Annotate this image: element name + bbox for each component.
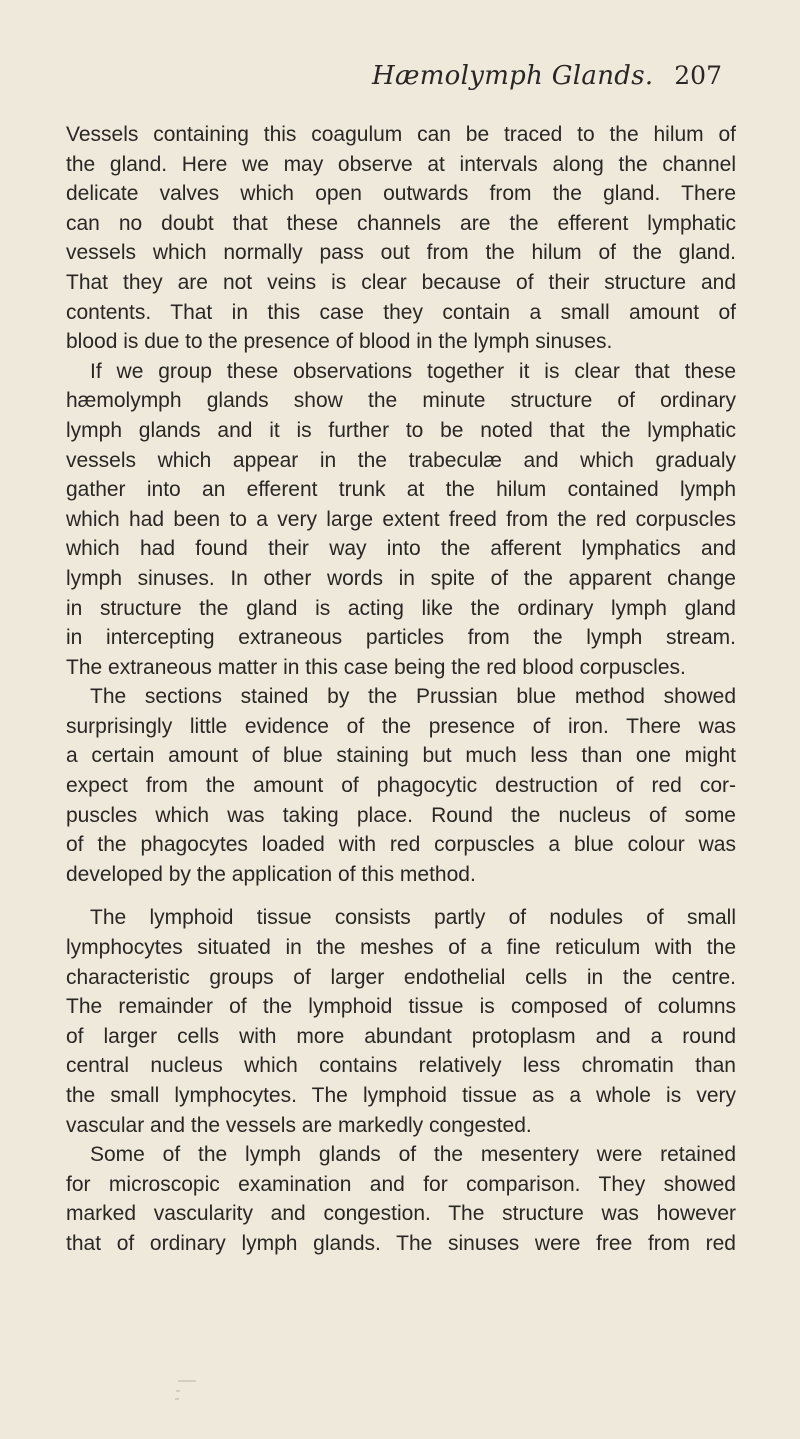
text-line: surprisingly little evidence of the presence of iron. There was [66, 714, 736, 738]
text-line: blood is due to the presence of blood in the lymph sinuses. [66, 330, 613, 354]
text-line: The lymphoid tissue consists partly of nodules of small [90, 906, 736, 930]
text-line: vessels which appear in the trabeculæ and which gradualy [66, 448, 736, 472]
text-line: expect from the amount of phagocytic destruction of red cor- [66, 774, 736, 798]
text-line: of the phagocytes loaded with red corpuscles a blue colour was [66, 833, 736, 857]
text-line: in structure the gland is acting like the ordinary lymph gland [66, 596, 736, 620]
text-line: delicate valves which open outwards from the gland. There [66, 182, 736, 206]
text-line: for microscopic examination and for comparison. They showed [66, 1172, 736, 1196]
paragraph-5 [66, 1140, 736, 1258]
text-line: vessels which normally pass out from the hilum of the gland. [66, 241, 736, 265]
text-line: The remainder of the lymphoid tissue is composed of columns [66, 995, 736, 1019]
paragraph-2 [66, 357, 736, 683]
paragraph-3 [66, 682, 736, 889]
text-line: lymph glands and it is further to be noted that the lymphatic [66, 418, 736, 442]
page-number: 207 [674, 61, 722, 90]
text-line: which had been to a very large extent freed from the red corpuscles [66, 507, 736, 531]
text-line: the small lymphocytes. The lymphoid tissue as a whole is very [66, 1084, 736, 1107]
text-line: characteristic groups of larger endothelial cells in the centre. [66, 965, 736, 989]
paragraph-1 [66, 120, 736, 357]
text-line: which had found their way into the afferent lymphatics and [66, 537, 736, 561]
text-line: lymph sinuses. In other words in spite of the apparent change [66, 566, 736, 590]
text-line: hæmolymph glands show the minute structure of ordinary [66, 389, 736, 413]
paragraph-4 [66, 903, 736, 1140]
body-text [66, 120, 736, 1259]
text-line: that of ordinary lymph glands. The sinuses were free from red [66, 1231, 736, 1255]
text-line: the gland. Here we may observe at intervals along the channel [66, 152, 736, 176]
text-line: contents. That in this case they contain a small amount of [66, 300, 736, 324]
text-line: gather into an efferent trunk at the hilum contained lymph [66, 478, 736, 502]
text-line: marked vascularity and congestion. The structure was however [66, 1202, 736, 1226]
running-title: Hæmolymph Glands. [372, 61, 654, 91]
paragraph-gap [66, 889, 736, 903]
text-line: central nucleus which contains relatively less chromatin than [66, 1054, 736, 1078]
text-line: developed by the application of this method. [66, 862, 476, 886]
text-line: Vessels containing this coagulum can be traced to the hilum of [66, 123, 736, 146]
text-line: That they are not veins is clear because of their structure and [66, 270, 736, 294]
text-line: Some of the lymph glands of the mesentery were retained [90, 1143, 736, 1167]
running-head [0, 56, 800, 100]
faint-page-mark [172, 1375, 208, 1405]
text-line: The extraneous matter in this case being the red blood corpuscles. [66, 655, 686, 679]
text-line: lymphocytes situated in the meshes of a fine reticulum with the [66, 936, 736, 960]
text-line: of larger cells with more abundant protoplasm and a round [66, 1024, 736, 1048]
text-line: puscles which was taking place. Round the nucleus of some [66, 803, 736, 827]
text-line: a certain amount of blue staining but much less than one might [66, 744, 736, 768]
text-line: vascular and the vessels are markedly congested. [66, 1113, 532, 1137]
text-line: in intercepting extraneous particles from the lymph stream. [66, 626, 736, 650]
text-line: can no doubt that these channels are the efferent lymphatic [66, 211, 736, 235]
text-line: If we group these observations together it is clear that these [90, 359, 736, 383]
text-line: The sections stained by the Prussian blue method showed [90, 685, 736, 709]
